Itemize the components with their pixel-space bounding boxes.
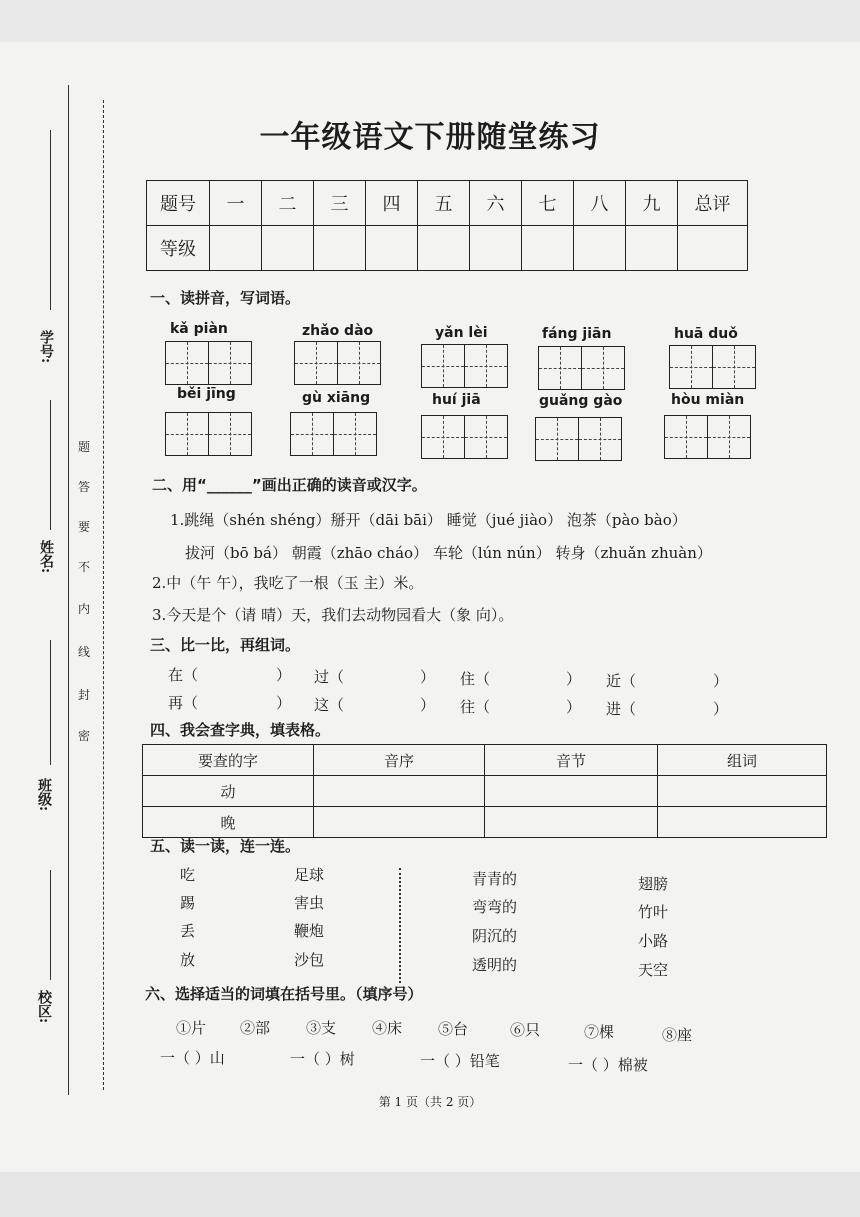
dict-cell[interactable]	[314, 776, 485, 807]
writing-grid[interactable]	[294, 341, 379, 385]
exercise-line: 2.中（午 午），我吃了一根（玉 主）米。	[152, 574, 424, 592]
dict-header: 组词	[658, 745, 827, 776]
writing-grid[interactable]	[421, 344, 506, 388]
score-header: 三	[314, 181, 366, 226]
dict-cell[interactable]	[485, 807, 658, 838]
match-object[interactable]: 竹叶	[638, 903, 669, 921]
compare-item: 近（	[606, 672, 637, 690]
measure-word-option: ⑥只	[510, 1021, 541, 1039]
match-verb[interactable]: 丢	[180, 922, 196, 940]
writing-grid[interactable]	[165, 341, 250, 385]
compare-item: ）	[566, 698, 582, 716]
match-verb[interactable]: 放	[180, 951, 196, 969]
grade-cell[interactable]	[262, 226, 314, 271]
grade-cell[interactable]	[574, 226, 626, 271]
pinyin-label: fáng jiān	[542, 326, 612, 342]
pinyin-label: guǎng gào	[539, 393, 623, 409]
pinyin-label: yǎn lèi	[435, 325, 488, 341]
exercise-line: 1.跳绳（shén shéng）掰开（dāi bāi） 睡觉（jué jiào） 泡茶（pào bào）	[170, 511, 687, 529]
grade-cell[interactable]	[210, 226, 262, 271]
fill-blank[interactable]: 一（ ）棉被	[568, 1056, 648, 1074]
dotted-divider	[399, 868, 401, 983]
dict-cell[interactable]	[658, 776, 827, 807]
measure-word-option: ⑦棵	[584, 1023, 615, 1041]
grade-cell[interactable]	[418, 226, 470, 271]
writing-grid[interactable]	[669, 345, 754, 389]
measure-word-option: ④床	[372, 1019, 403, 1037]
dict-header: 要查的字	[143, 745, 314, 776]
dict-char: 晚	[143, 807, 314, 838]
compare-item: ）	[713, 700, 729, 718]
seal-char: 不	[78, 560, 91, 574]
score-header: 一	[210, 181, 262, 226]
grade-cell[interactable]	[314, 226, 366, 271]
page-footer: 第 1 页（共 2 页）	[378, 1095, 482, 1109]
seal-char: 线	[78, 645, 91, 659]
name-field[interactable]	[50, 400, 51, 530]
section-2-heading: 二、用“______”画出正确的读音或汉字。	[152, 476, 427, 494]
student-id-field[interactable]	[50, 130, 51, 310]
score-header: 总评	[678, 181, 748, 226]
seal-char: 封	[78, 688, 91, 702]
pinyin-label: kǎ piàn	[170, 321, 228, 337]
dict-cell[interactable]	[485, 776, 658, 807]
writing-grid[interactable]	[535, 417, 620, 461]
match-noun[interactable]: 鞭炮	[294, 922, 325, 940]
section-1-heading: 一、读拼音，写词语。	[150, 289, 301, 307]
score-table	[146, 180, 748, 271]
pinyin-label: huí jiā	[432, 392, 481, 408]
seal-char: 题	[78, 440, 91, 454]
match-adjective[interactable]: 透明的	[472, 956, 518, 974]
compare-item: 过（	[314, 668, 345, 686]
dict-header: 音节	[485, 745, 658, 776]
school-label: 校区:	[36, 990, 52, 1024]
writing-grid[interactable]	[421, 415, 506, 459]
pinyin-label: hòu miàn	[671, 392, 745, 408]
class-label: 班级:	[36, 778, 52, 812]
dict-char: 动	[143, 776, 314, 807]
pinyin-label: zhǎo dào	[302, 323, 374, 339]
fill-blank[interactable]: 一（ ）山	[160, 1049, 225, 1067]
name-label: 姓名:	[38, 540, 54, 574]
match-verb[interactable]: 踢	[180, 894, 196, 912]
compare-item: ）	[420, 696, 436, 714]
measure-word-option: ①片	[176, 1019, 207, 1037]
compare-item: 住（	[460, 670, 491, 688]
grade-cell[interactable]	[678, 226, 748, 271]
pinyin-label: huā duǒ	[674, 326, 738, 342]
match-noun[interactable]: 沙包	[294, 951, 325, 969]
match-verb[interactable]: 吃	[180, 866, 196, 884]
grade-cell[interactable]	[470, 226, 522, 271]
match-adjective[interactable]: 阴沉的	[472, 927, 518, 945]
pinyin-label: běi jīng	[177, 386, 236, 402]
seal-char: 答	[78, 480, 91, 494]
pinyin-label: gù xiāng	[302, 390, 371, 406]
measure-word-option: ⑧座	[662, 1026, 693, 1044]
section-3-heading: 三、比一比，再组词。	[150, 636, 301, 654]
seal-char: 密	[78, 729, 91, 743]
dictionary-table	[142, 744, 827, 838]
score-header: 四	[366, 181, 418, 226]
dict-cell[interactable]	[658, 807, 827, 838]
binding-dashed-line	[103, 100, 104, 1090]
measure-word-option: ⑤台	[438, 1020, 469, 1038]
match-object[interactable]: 翅膀	[638, 875, 669, 893]
score-header: 二	[262, 181, 314, 226]
measure-word-option: ②部	[240, 1019, 271, 1037]
dict-cell[interactable]	[314, 807, 485, 838]
exercise-line: 3.今天是个（请 晴）天，我们去动物园看大（象 向）。	[152, 606, 514, 624]
score-header: 六	[470, 181, 522, 226]
scanner-background	[0, 1172, 860, 1217]
school-field[interactable]	[50, 870, 51, 980]
compare-item: 这（	[314, 696, 345, 714]
compare-item: 再（	[168, 694, 199, 712]
compare-item: 在（	[168, 666, 199, 684]
score-header: 五	[418, 181, 470, 226]
section-4-heading: 四、我会查字典，填表格。	[150, 721, 331, 739]
compare-item: ）	[276, 694, 292, 712]
writing-grid[interactable]	[664, 415, 749, 459]
grade-cell[interactable]	[626, 226, 678, 271]
compare-item: 进（	[606, 700, 637, 718]
score-header: 八	[574, 181, 626, 226]
exercise-line: 拔河（bō bá） 朝霞（zhāo cháo） 车轮（lún nún） 转身（zhuǎn zhuàn）	[185, 544, 712, 562]
compare-item: ）	[420, 668, 436, 686]
fill-blank[interactable]: 一（ ）树	[290, 1050, 355, 1068]
page-title: 一年级语文下册随堂练习	[259, 120, 601, 155]
writing-grid[interactable]	[290, 412, 375, 456]
section-5-heading: 五、读一读，连一连。	[150, 837, 301, 855]
match-object[interactable]: 天空	[638, 961, 669, 979]
match-object[interactable]: 小路	[638, 932, 669, 950]
class-field[interactable]	[50, 640, 51, 765]
writing-grid[interactable]	[165, 412, 250, 456]
section-6-heading: 六、选择适当的词填在括号里。（填序号）	[145, 985, 423, 1003]
binding-solid-line	[68, 85, 69, 1095]
grade-cell[interactable]	[366, 226, 418, 271]
match-adjective[interactable]: 弯弯的	[472, 898, 518, 916]
compare-item: ）	[566, 670, 582, 688]
compare-item: ）	[713, 672, 729, 690]
compare-item: 往（	[460, 698, 491, 716]
seal-char: 要	[78, 520, 91, 534]
grade-label: 等级	[147, 226, 210, 271]
match-noun[interactable]: 足球	[294, 866, 325, 884]
grade-cell[interactable]	[522, 226, 574, 271]
measure-word-option: ③支	[306, 1019, 337, 1037]
fill-blank[interactable]: 一（ ）铅笔	[420, 1052, 500, 1070]
score-header: 九	[626, 181, 678, 226]
seal-char: 内	[78, 602, 91, 616]
match-noun[interactable]: 害虫	[294, 894, 325, 912]
score-header: 题号	[147, 181, 210, 226]
student-id-label: 学号:	[38, 330, 54, 364]
dict-header: 音序	[314, 745, 485, 776]
compare-item: ）	[276, 666, 292, 684]
writing-grid[interactable]	[538, 346, 623, 390]
match-adjective[interactable]: 青青的	[472, 870, 518, 888]
score-header: 七	[522, 181, 574, 226]
